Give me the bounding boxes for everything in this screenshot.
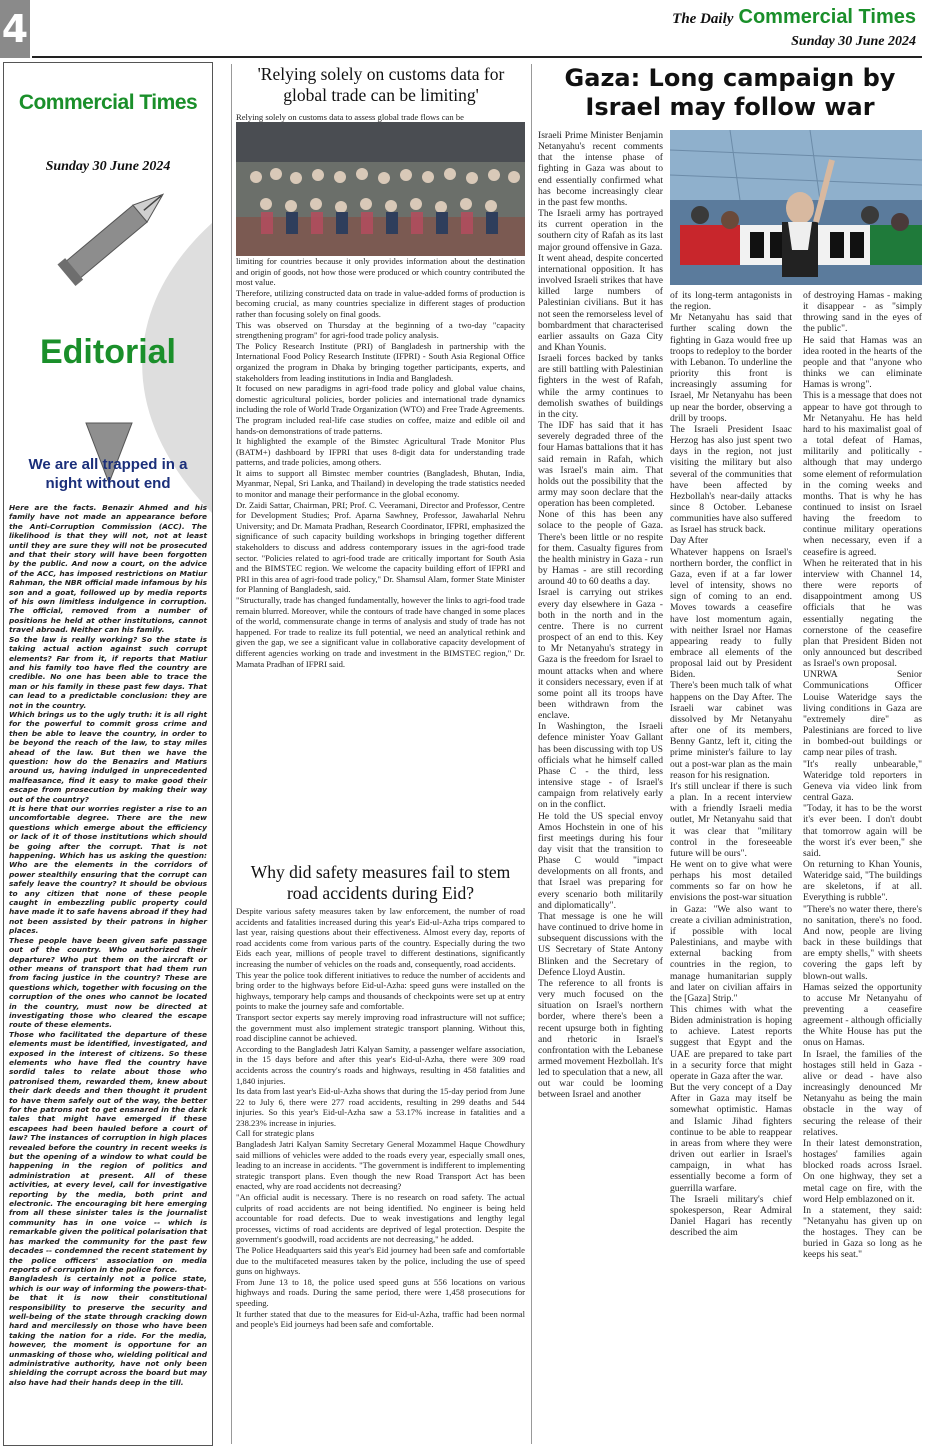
customs-lead-text: Relying solely on customs data to assess global trade flows can be [236, 112, 464, 122]
editorial-paragraph: Here are the facts. Benazir Ahmed and his family have not made an appearance before the Anti-Corruption Commission (ACC). The likelihood is that they will not, not at least until they are sure they will not be prosecuted and that their story will have been forgotten by the public. And now a court, on the advice of the ACC, has imposed restrictions on Matiur Rahman, the NBR official made infamous by his son and a goat, followed up by media reports of his own limitless indulgence in corruption. The official, removed from a number of positions he held at other institutions, cannot travel abroad. Neither can his family. [9, 503, 207, 635]
gaza-column-3 [803, 290, 922, 1446]
gaza-paragraph: In a statement, they said: "Netanyahu has given up on the hostages. They can be buried in Gaza so long as he keeps his seat." [803, 1204, 922, 1261]
customs-paragraph: It focused on new paradigms in agri-food trade policy and global value chains, domestic agricultural policies, border policies and international trade dynamics including the role of World Trade Organization (WTO) and Free Trade Agreements. [236, 383, 525, 415]
editorial-paragraph: It is here that our worries register a rise to an uncomfortable degree. There are the new questions which emerge about the efficiency or lack of it of those institutions which should be going after the corrupt. That is not happening. Which has us asking the question: Who are the elements in the corridors of power stealthily ensuring that the corrupt can safely leave the country? It should be obvious to any citizen that none of these people caught in embezzling public property could have made it to safe havens abroad if they had not been assisted by their patrons in higher places. [9, 804, 207, 936]
header-rule [32, 56, 922, 58]
masthead [672, 6, 916, 29]
editorial-paragraph: These people have been given safe passage out of the country. Who authorized their departure? Who put them on the aircraft or other means of transport that had them run from facing justice in the country? These are questions which, together with focusing on the corruption of the ones who cannot be located in the country, must now be directed at investigating those who cleared the escape route of these elements. [9, 935, 207, 1030]
customs-lead [236, 112, 525, 123]
road-paragraph: The Police Headquarters said this year's Eid journey had been safe and comfortable due to the multifaceted measures taken by the police, including the use of speed guns on highways. [236, 1245, 525, 1277]
gaza-paragraph: He went on to give what were perhaps his most detailed comments so far on how he envisions the post-war situation in Gaza: "We also want to create a civilian administration, if possible with local Palestinians, and maybe with external backing from countries in the region, to manage humanitarian supply and later on civilian affairs in the [Gaza] Strip." [670, 858, 792, 1004]
customs-paragraph: The program included real-life case studies on coffee, maize and edible oil and hands-on demonstrations of trade patterns. [236, 414, 525, 436]
gaza-paragraph: Mr Netanyahu has said that further scaling down the fighting in Gaza would free up troops to redeploy to the border with Lebanon. To underline the priority this front is increasingly assuming for Israel, Mr Netanyahu has been up near the border, observing a drill by troops. [670, 312, 792, 424]
gaza-paragraph: In their latest demonstration, hostages' families again blocked roads across Israel. On one highway, they set a metal cage on fire, with the word Help emblazoned on it. [803, 1137, 922, 1205]
protest-photo-icon [670, 130, 922, 285]
road-paragraph: It further stated that due to the measures for Eid-ul-Azha, traffic had been normal and people's Eid journeys had been safe and comfortable. [236, 1308, 525, 1330]
editorial-column [3, 62, 213, 1446]
gaza-paragraph: He told the US special envoy Amos Hochstein in one of his first meetings during his four day visit that the transition to Phase C would "impact developments on all fronts, and that Israel was preparing for every scenario both militarily and diplomatically". [538, 810, 663, 911]
gaza-paragraph: In Washington, the Israeli defence minister Yoav Gallant has been discussing with top US officials what he himself called Phase C - the third, less intensive stage - of Israel's campaign from relatively early on in the conflict. [538, 721, 663, 811]
gaza-paragraph: UNRWA Senior Communications Officer Louise Wateridge says the living conditions in Gaza are "extremely dire" as Palestinians are forced to live in bombed-out buildings or camp near piles of trash. [803, 669, 922, 759]
masthead-title: Commercial Times [738, 6, 916, 28]
gaza-paragraph: This is a message that does not appear to have got through to Mr Netanyahu. He has held hard to his maximalist goal of a total defeat of Hamas, militarily and politically - although that may undergo some element of reformulation in the coming weeks and months. That is why he has continued to insist on Israel having the freedom to continue military operations when necessary, even if a ceasefire is agreed. [803, 390, 922, 558]
gaza-paragraph: When he reiterated that in his interview with Channel 14, there were reports of disappointment among US officials that he was essentially negating the cornerstone of the ceasefire plan that President Biden not only announced but described as Israel's own proposal. [803, 557, 922, 670]
gaza-paragraph: This chimes with what the Biden administration is hoping to achieve. Latest reports suggest that Egypt and the UAE are prepared to take part in a security force that might operate in Gaza after the war. [670, 1004, 792, 1082]
customs-article-header [234, 64, 528, 106]
customs-body [236, 256, 525, 866]
road-paragraph: Bangladesh Jatri Kalyan Samity Secretary General Mozammel Haque Chowdhury said millions of vehicles were added to the roads every year, especially small ones, leading to an increase in accidents. "The government is indifferent to implementing strategic transport plans. Even though the new Road Transport Act has been enacted, why are road accidents not decreasing? [236, 1139, 525, 1192]
road-headline: Why did safety measures fail to stem road accidents during Eid? [250, 862, 511, 903]
road-article-header [236, 862, 525, 904]
customs-paragraph: Therefore, utilizing constructed data on trade in value-added forms of production is becoming crucial, as many countries specialize in different stages of production rather than focusing solely on final goods. [236, 287, 525, 319]
customs-paragraph: limiting for countries because it only provides information about the destination and origin of goods, not how those were produced or which country contributed the most value. [236, 256, 525, 288]
customs-paragraph: The Policy Research Institute (PRI) of Bangladesh in partnership with the International Food Policy Research Institute (IFPRI) - South Asia Regional Office organized the program in Dhaka by bringing together participants, experts, and stakeholders from leading institutions in India and Bangladesh. [236, 340, 525, 383]
gaza-paragraph: The Israeli military's chief spokesperson, Rear Admiral Daniel Hagari has recently described the aim [670, 1193, 792, 1239]
road-body [236, 906, 525, 1446]
page-number: 4 [0, 0, 30, 58]
editorial-date: Sunday 30 June 2024 [45, 159, 171, 174]
page-date: Sunday 30 June 2024 [791, 34, 916, 49]
editorial-paragraph: So the law is really working? So the state is taking actual action against such corrupt elements? Far from it, if reports that Matiur and his family too have fled the country are credible. No one has been able to trace the man or his family in these past few days. That can lead to a predictable conclusion: they are not in the country. [9, 634, 207, 710]
editorial-body [9, 503, 207, 1387]
gaza-paragraph: He said that Hamas was an idea rooted in the hearts of the people and that "anyone who thinks we can eliminate Hamas is wrong". [803, 334, 922, 391]
customs-headline: 'Relying solely on customs data for global trade can be limiting' [257, 64, 505, 105]
editorial-paragraph: Bangladesh is certainly not a police state, which is our way of informing the powers-that-be that it is now their constitutional responsibility to preserve the security and well-being of the state through cracking down hard and mercilessly on those who have been taking the nation for a ride. For the media, however, the moment is opportune for an unmasking of those who, wielding political and administrative authority, have not only been shielding the corrupt across the board but may also have had their hands deep in the till. [9, 1274, 207, 1387]
gaza-column-2 [670, 290, 792, 1446]
gaza-paragraph: On returning to Khan Younis, Wateridge said, "The buildings are skeletons, if at all. Everything is rubble". [803, 858, 922, 904]
editorial-paragraph: Those who facilitated the departure of these elements must be identified, investigated, and exposed in the interest of citizens. So these elements who have fled the country have sordid tales to relate about those who patronised them, rewarded them, knew about their dark deeds and then thought it prudent to have them safely out of the way, the better for the patrons not to get ensnared in the dark tales that might have emerged if these escapees had been hauled before a court of law? The instances of corruption in high places revealed before the country in recent weeks is but the opening of a window to what could be happening in the region of politics and administration at present. All of these activities, at every level, call for investigative reporting by the media, both print and electronic. The encouraging bit here emerging from all these sinister tales is the journalist community has in one voice -- which is remarkable given the political polarisation that has marked the community for the past few decades -- condemned the recent statement by the police officers' association on media reports of corruption in the police force. [9, 1029, 207, 1274]
group-photo-icon [236, 122, 525, 256]
gaza-paragraph: In Israel, the families of the hostages still held in Gaza - alive or dead - have also increasingly denounced Mr Netanyahu as being the main obstacle in the way of securing the release of their relatives. [803, 1048, 922, 1138]
editorial-paragraph: Which brings us to the ugly truth: it is all right for the powerful to commit gross crime and then be able to leave the country, in order to be beyond the reach of the law, to stay miles ahead of the law. But then we have the question: how do the Benazirs and Matiurs around us, having indulged in unprecedented malfeasance, find it easy to make good their escape from prosecution by making their way out of the country? [9, 709, 207, 804]
gaza-paragraph: Israeli Prime Minister Benjamin Netanyahu's recent comments that the intense phase of fighting in Gaza was about to end essentially confirmed what has become increasingly clear in the past few months. [538, 130, 663, 208]
road-paragraph: This year the police took different initiatives to reduce the number of accidents and bring order to the highways before Eid-ul-Azha: speed guns were installed on the highways, temporary help camps and thousands of checkpoints were set up at entry points to make the journey safe and comfortable. [236, 969, 525, 1012]
gaza-paragraph: Hamas seized the opportunity to accuse Mr Netanyahu of preventing a ceasefire agreement - although officially the White House has put the onus on Hamas. [803, 981, 922, 1049]
editorial-headline: We are all trapped in a night without end [28, 456, 188, 492]
gaza-paragraph: The IDF has said that it has severely degraded three of the four Hamas battalions that it has said remain in Rafah, which was Israel's main aim. That holds out the possibility that the army may soon declare that the operation has been completed. [538, 420, 663, 510]
road-paragraph: From June 13 to 18, the police used speed guns at 556 locations on various highways and roads. During the same period, there were 1,458 prosecutions for speeding. [236, 1276, 525, 1308]
gaza-paragraph: "It's really unbearable," Wateridge told reporters in Geneva via video link from central Gaza. [803, 758, 922, 804]
gaza-paragraph: But the very concept of a Day After in Gaza may itself be somewhat optimistic. Hamas and Islamic Jihad fighters continue to be able to reappear in areas from where they were driven out earlier in Israel's campaign, in what has essentially become a form of guerrilla warfare. [670, 1082, 792, 1194]
road-subhead: Call for strategic plans [236, 1128, 315, 1139]
editorial-brand: Commercial Times [18, 91, 198, 114]
customs-paragraph: Dr. Zaidi Sattar, Chairman, PRI; Prof. C. Veeramani, Director and Professor, Centre for Development Studies; Prof. Aparna Sawhney, Professor, Jawaharlal Nehru University; and Dr. Mamata Pradhan, Research Coordinator, IFPRI, emphasized the significance of such capacity building workshops in bringing together different stakeholders to discuss and address contemporary issues in the agri-food trade sector. "Policies related to agri-food trade are critically important for South Asia and the BIMSTEC region. We welcome the capacity building effort of IFPRI and PRI in this area of agri-food trade policy," Dr. Shamsul Alam, former State Minister for Planning of Bangladesh, said. [236, 499, 525, 595]
gaza-paragraph: Israeli forces backed by tanks are still battling with Palestinian fighters in the west of Rafah, while the army continues to demolish swathes of buildings in the city. [538, 353, 663, 420]
gaza-paragraph: "Today, it has to be the worst it's ever been. I don't doubt that tomorrow again will be the worst it's ever been," she said. [803, 803, 922, 859]
gaza-subhead: Day After [670, 535, 709, 547]
road-paragraph: Transport sector experts say merely improving road infrastructure will not suffice; the government must also implement strategic transport planning. Without this, road discipline cannot be achieved. [236, 1011, 525, 1044]
column-divider [531, 64, 532, 1444]
customs-paragraph: It aims to support all Bimstec member countries (Bangladesh, Bhutan, India, Myanmar, Nepal, Sri Lanka, and Thailand) in developing the trade statistics needed to monitor and manage their performance in the global economy. [236, 467, 525, 500]
column-divider [231, 64, 232, 1444]
gaza-paragraph: "There's no water there, there's no sanitation, there's no food. And now, people are living back in these buildings that are empty shells," with sheets covering the gaps left by blown-out walls. [803, 903, 922, 982]
gaza-paragraph: Israel is carrying out strikes every day elsewhere in Gaza - both in the north and in the centre. There is no current prospect of an end to this. Key to Mr Netanyahu's strategy in Gaza is the freedom for Israel to mount attacks when and where it considers necessary, even if at some point all its troops have been withdrawn from the enclave. [538, 587, 663, 722]
protest-photo-image [670, 130, 922, 285]
editorial-section-title: Editorial [39, 333, 177, 371]
gaza-paragraph: There's been much talk of what happens on the Day After. The Israeli war cabinet was dissolved by Mr Netanyahu after one of its members, Benny Gantz, left it, citing the prime minister's failure to lay out a post-war plan as the main reason for his resignation. [670, 680, 792, 781]
gaza-column-1 [538, 130, 663, 1446]
masthead-daily: The Daily [672, 11, 734, 27]
road-paragraph: "An official audit is necessary. There is no research on road safety. The actual culprits of road accidents are not being identified. No engineer is being held accountable for road defects. Due to weak investigations and lengthy legal processes, victims of road accidents are deprived of legal protection. Despite the government's goodwill, road accidents are not decreasing," he added. [236, 1192, 525, 1245]
gaza-paragraph: Whatever happens on Israel's northern border, the conflict in Gaza, even if at a far lower level of intensity, shows no sign of coming to an end. Moves towards a ceasefire have lost momentum again, with neither Israel nor Hamas appearing ready to fully embrace all elements of the proposal laid out by President Biden. [670, 546, 792, 681]
gaza-paragraph: of its long-term antagonists in the region. [670, 290, 792, 313]
customs-paragraph: It highlighted the example of the Bimstec Agricultural Trade Monitor Plus (BATM+) dashboard by IFPRI that uses 8-digit data for understanding trade patterns, and trade policies, among others. [236, 436, 525, 468]
customs-paragraph: This was observed on Thursday at the beginning of a two-day "capacity strengthening program" for agri-food trade policy analysis. [236, 319, 525, 341]
road-paragraph: Despite various safety measures taken by law enforcement, the number of road accidents and fatalities increased during this year's Eid-ul-Azha trips compared to last year, raising questions about their effectiveness. Almost every day, reports of road accidents come from various parts of the country. Especially during the two Eids each year, millions of people travel to different destinations, significantly increasing the number of vehicles on the roads and, consequently, road accidents. [236, 906, 525, 969]
gaza-paragraph: None of this has been any solace to the people of Gaza. There's been little or no respite for them. Casualty figures from the health ministry in Gaza - run by Hamas - are still recording around 40 to 60 deaths a day. [538, 509, 663, 588]
road-paragraph: Its data from last year's Eid-ul-Azha shows that during the 15-day period from June 22 to July 6, there were 277 road accidents, resulting in 299 deaths and 544 injuries. So this year's Eid-ul-Azha saw a 53.17% increase in fatalities and a 238.23% increase in injuries. [236, 1086, 525, 1128]
gaza-paragraph: It's still unclear if there is such a plan. In a recent interview with a friendly Israeli media outlet, Mr Netanyahu said that it was clear that "military control in the foreseeable future will be ours". [670, 780, 792, 859]
gaza-paragraph: of destroying Hamas - making it disappear - as "simply throwing sand in the eyes of the public". [803, 290, 922, 335]
gaza-headline: Gaza: Long campaign by Israel may follow war [564, 64, 896, 121]
group-photo-image [236, 122, 525, 256]
road-paragraph: According to the Bangladesh Jatri Kalyan Samity, a passenger welfare association, in the 15 days before and after this year's Eid-ul-Azha, there were 309 road accidents across the country's roads and highways, resulting in 458 fatalities and 1,840 injuries. [236, 1043, 525, 1086]
gaza-paragraph: It went ahead, despite concerted international opposition. It has involved Israeli strikes that have killed large numbers of Palestinian civilians. But it has not seen the remorseless level of bombardment that characterised earlier assaults on Gaza City and Khan Younis. [538, 252, 663, 353]
gaza-paragraph: That message is one he will have continued to drive home in subsequent discussions with the US Secretary of State Antony Blinken and the Secretary of Defence Lloyd Austin. [538, 910, 663, 978]
gaza-paragraph: The Israeli President Isaac Herzog has also just spent two days in the region, not just visiting the military but also several of the communities that have been affected by Hezbollah's near-daily attacks since 8 October. Lebanese communities have also suffered as Israel has struck back. [670, 423, 792, 536]
gaza-paragraph: The Israeli army has portrayed its current operation in the southern city of Rafah as its last major ground offensive in Gaza. [538, 208, 663, 253]
gaza-paragraph: The reference to all fronts is very much focused on the situation on Israel's northern border, where there's been a recent upsurge both in fighting and rhetoric in Israel's confrontation with the Lebanese armed movement Hezbollah. It's led to speculation that a new, all out war could be looming between Israel and another [538, 977, 663, 1101]
customs-paragraph: "Structurally, trade has changed fundamentally, however the links to agri-food trade remain blurred. Moreover, while the contours of trade have changed in some places of the world, commensurate change in terms of analysis and study of trade has not happened. For trade to realize its full potential, we need an analytical rethink and given the gap, we see a significant value in collaborative capacity development of different agencies working on trade and investment in the BIMSTEC region," Dr. Mamata Pradhan of IFPRI said. [236, 595, 525, 669]
